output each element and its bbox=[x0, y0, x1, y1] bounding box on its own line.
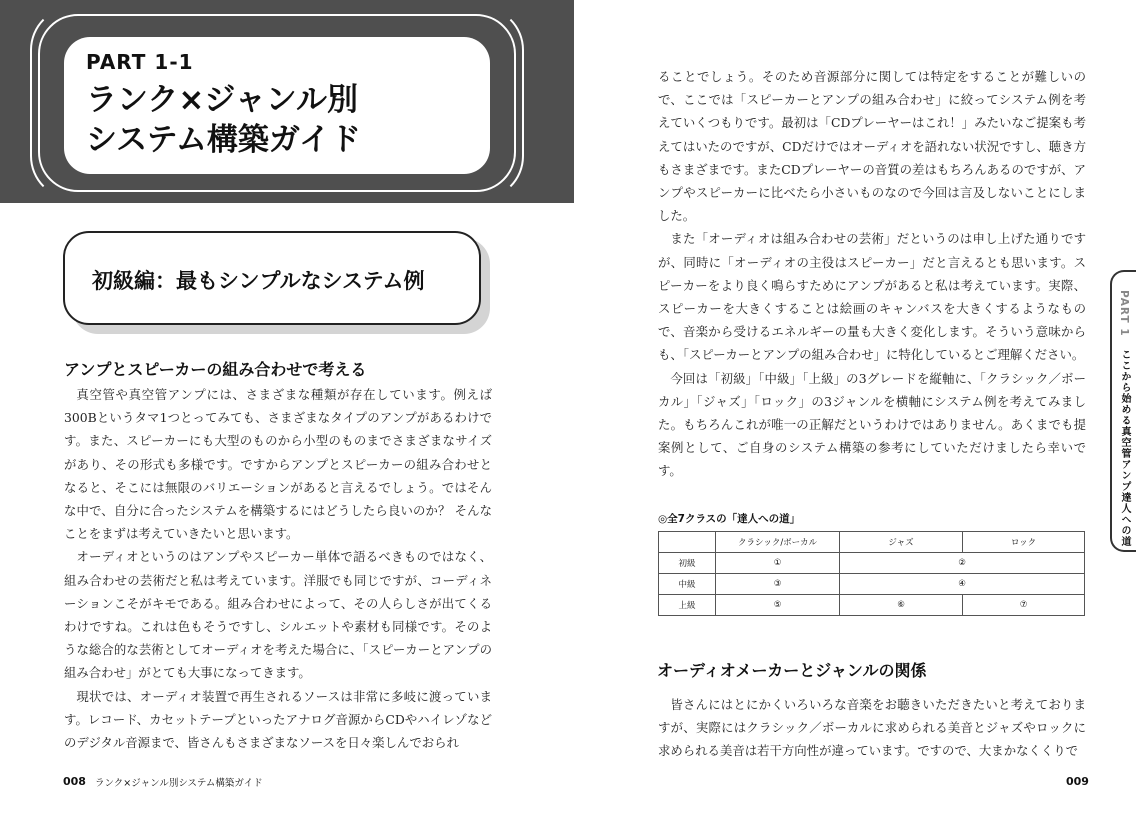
paragraph: ることでしょう。そのため音源部分に関しては特定をすることが難しいので、ここでは「スピーカーとアンプの組み合わせ」に絞ってシステム例を考えていくつもりです。最初は「CDプレーヤーはこれ！」みたいなご提案も考えてはいたのですが、CDだけではオーディオを語れない状況ですし、聴き方もさまざまです。またCDプレーヤーの音質の差はもちろんあるのですが、アンプやスピーカーに比べたら小さいものなので今回は言及しないことにしました。 bbox=[658, 69, 1086, 224]
level-title: 初級編：最もシンプルなシステム例 bbox=[92, 269, 425, 293]
table-cell: ① bbox=[716, 553, 840, 574]
paragraph: 現状では、オーディオ装置で再生されるソースは非常に多岐に渡っています。レコード、カセットテープといったアナログ音源からCDやハイレゾなどのデジタル音源まで、皆さんもさまざまなソースを日々楽しんでおられ bbox=[64, 688, 492, 751]
table-cell: ⑥ bbox=[840, 595, 963, 616]
paragraph: また「オーディオは組み合わせの芸術」だというのは申し上げた通りですが、同時に「オーディオの主役はスピーカー」だと言えるとも思います。スピーカーをより良く鳴らすためにアンプがあると私は考えています。実際、スピーカーを大きくすることは絵画のキャンバスを大きくするようなもので、音楽から受けるエネルギーの量も大きく変化します。そういう意味からも、「スピーカーとアンプの組み合わせ」に特化しているとご理解ください。 bbox=[658, 231, 1086, 363]
running-title: ランク×ジャンル別システム構築ガイド bbox=[95, 778, 263, 789]
table-cell: ③ bbox=[716, 574, 840, 595]
section-subheading: オーディオメーカーとジャンルの関係 bbox=[657, 661, 927, 680]
chapter-title bbox=[86, 80, 361, 160]
page-number: 009 bbox=[1066, 775, 1089, 788]
row-label: 上級 bbox=[659, 595, 716, 616]
table-header-row bbox=[659, 532, 1085, 553]
paragraph: 皆さんにはとにかくいろいろな音楽をお聴きいただきたいと考えておりますが、実際にはクラシック／ボーカルに求められる美音とジャズやロックに求められる美音は若干方向性が違っています。ですので、大まかなくくりで bbox=[658, 697, 1086, 759]
table-cell: ⑦ bbox=[963, 595, 1085, 616]
section-subheading: アンプとスピーカーの組み合わせで考える bbox=[64, 360, 367, 379]
body-text-right bbox=[658, 65, 1086, 483]
table-title: ◎全7クラスの「達人への道」 bbox=[658, 513, 801, 525]
paragraph: 真空管や真空管アンプには、さまざまな種類が存在しています。例えば300Bというタマ1つとってみても、さまざまなタイプのアンプがあるわけです。また、スピーカーにも大型のものから小型のものまでさまざまなサイズがあり、その形式も多様です。ですからアンプとスピーカーの組み合わせとなると、そこには無限のバリエーションがあると言えるでしょう。ではそんな中で、自分に合ったシステムを構築するにはどうしたら良いのか？ そんなことをまずは考えていきたいと思います。 bbox=[64, 387, 492, 542]
table-corner bbox=[659, 532, 716, 553]
table-header: クラシック/ボーカル bbox=[716, 532, 840, 553]
paragraph: 今回は「初級」「中級」「上級」の3グレードを縦軸に、「クラシック／ボーカル」「ジャズ」「ロック」の3ジャンルを横軸にシステム例を考えてみました。もちろんこれが唯一の正解だというわけではありません。あくまでも提案例として、ご自身のシステム構築の参考にしていただけましたら幸いです。 bbox=[658, 370, 1086, 479]
table-row bbox=[659, 553, 1085, 574]
table-cell: ② bbox=[840, 553, 1085, 574]
table-cell: ⑤ bbox=[716, 595, 840, 616]
table-row bbox=[659, 574, 1085, 595]
side-index-text bbox=[1117, 290, 1132, 547]
page-number: 008 bbox=[63, 775, 86, 788]
part-label: PART 1-1 bbox=[86, 50, 194, 74]
chapter-title-line-1: ランク×ジャンル別 bbox=[86, 82, 358, 118]
body-text-left bbox=[64, 383, 492, 754]
class-table bbox=[658, 531, 1085, 616]
table-row bbox=[659, 595, 1085, 616]
table-header: ジャズ bbox=[840, 532, 963, 553]
row-label: 初級 bbox=[659, 553, 716, 574]
body-text-right-bottom bbox=[658, 693, 1086, 763]
paragraph: オーディオというのはアンプやスピーカー単体で語るべきものではなく、組み合わせの芸術だと私は考えています。洋服でも同じですが、コーディネーションこそがキモである。組み合わせによって、その人らしさが出てくるわけですね。これは色もそうですし、シルエットや素材も同様です。そのような総合的な芸術としてオーディオを考えた場合に、「スピーカーとアンプの組み合わせ」がとても大事になってきます。 bbox=[64, 549, 492, 681]
side-section-title: ここから始める真空管アンプ達人への道 bbox=[1119, 349, 1130, 548]
table-header: ロック bbox=[963, 532, 1085, 553]
chapter-title-line-2: システム構築ガイド bbox=[86, 122, 361, 158]
side-part-label: PART 1 bbox=[1118, 290, 1130, 337]
row-label: 中級 bbox=[659, 574, 716, 595]
table-cell: ④ bbox=[840, 574, 1085, 595]
